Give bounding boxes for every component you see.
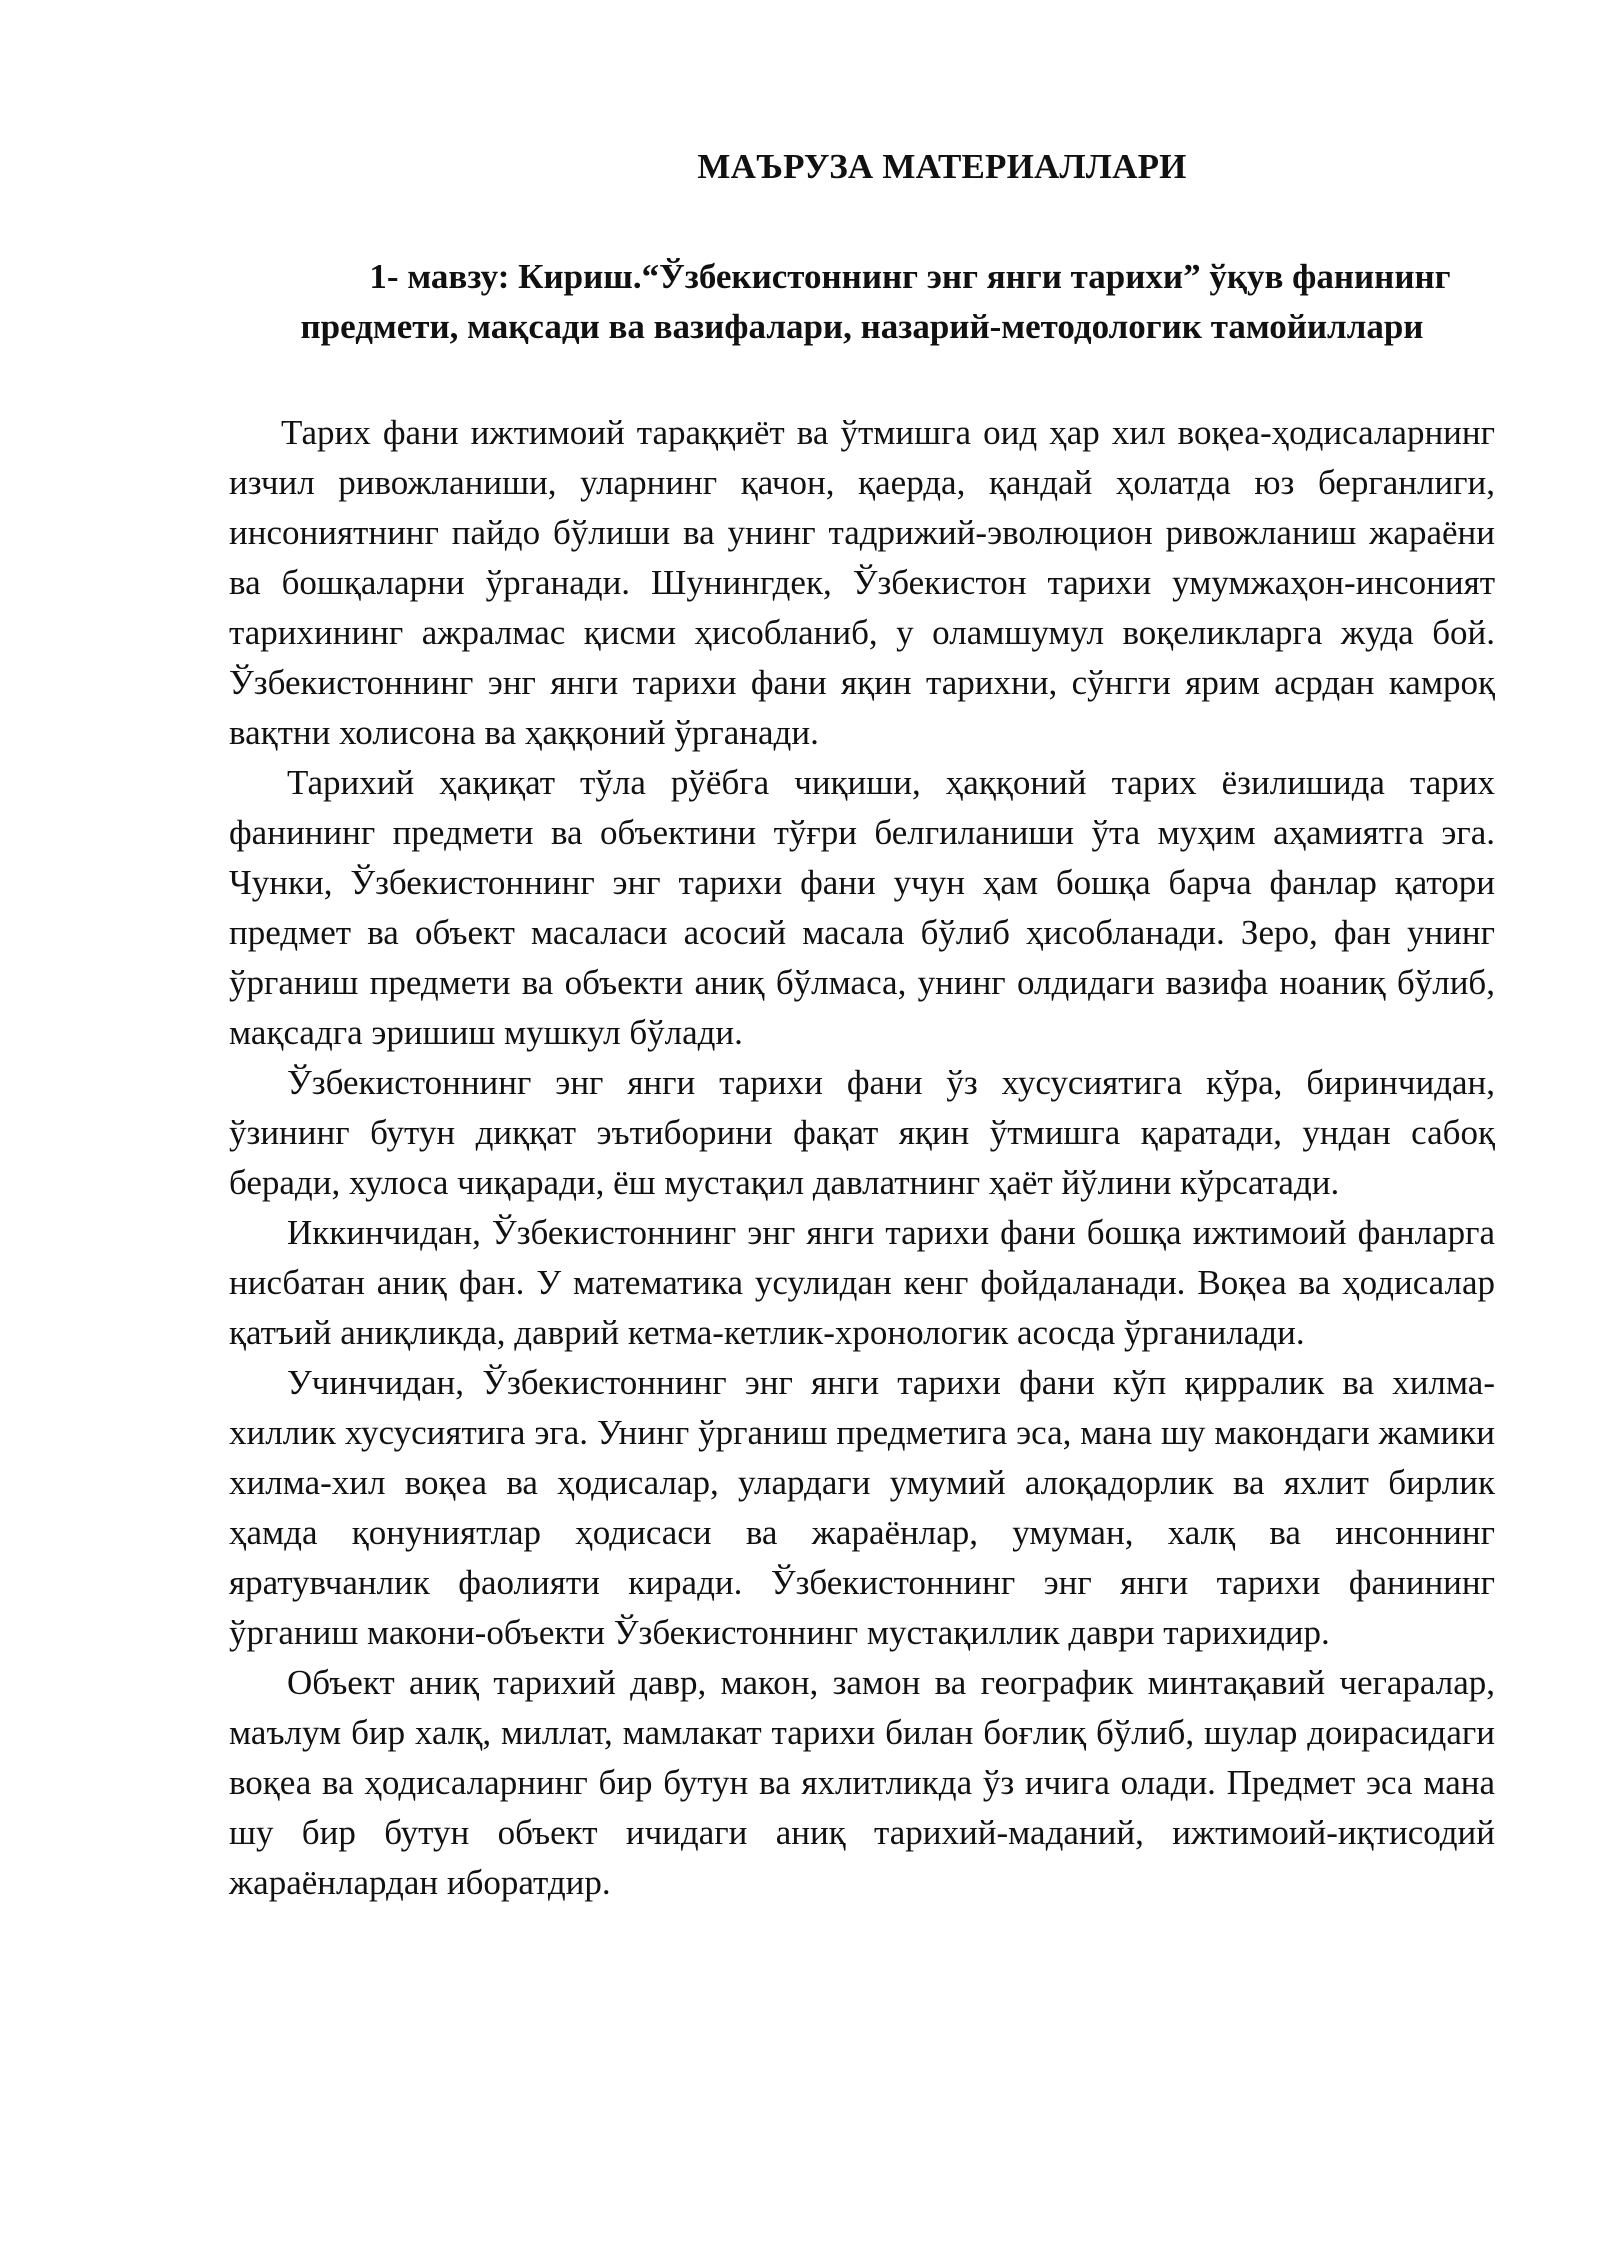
- document-title: МАЪРУЗА МАТЕРИАЛЛАРИ: [697, 147, 1187, 186]
- body-text: [229, 408, 1495, 1908]
- paragraph: Учинчидан, Ўзбекистоннинг энг янги тарихи фани кўп қирралик ва хилма-хиллик хусусиятига эга. Унинг ўрганиш предметига эса, мана шу макондаги жамики хилма-хил воқеа ва ҳодисалар, улардаги умумий алоқадорлик ва яхлит бирлик ҳамда қонуниятлар ҳодисаси ва жараёнлар, умуман, халқ ва инсоннинг яратувчанлик фаолияти киради. Ўзбекистоннинг энг янги тарихи фанининг ўрганиш макони-объекти Ўзбекистоннинг мустақиллик даври тарихидир.: [229, 1363, 1495, 1652]
- topic-title-line-2: предмети, мақсади ва вазифалари, назарий-методологик тамойиллари: [300, 307, 1424, 346]
- topic-title: [229, 252, 1495, 352]
- paragraph: Иккинчидан, Ўзбекистоннинг энг янги тарихи фани бошқа ижтимоий фанларга нисбатан аниқ фан. У математика усулидан кенг фойдаланади. Воқеа ва ҳодисалар қатъий аниқликда, даврий кетма-кетлик-хронологик асосда ўрганилади.: [229, 1213, 1495, 1352]
- topic-title-line-1: 1- мавзу: Кириш.“Ўзбекистоннинг энг янги тарихи” ўқув фанининг: [369, 257, 1451, 296]
- paragraph: Тарихий ҳақиқат тўла рўёбга чиқиши, ҳаққоний тарих ёзилишида тарих фанининг предмети ва объектини тўғри белгиланиши ўта муҳим аҳамиятга эга. Чунки, Ўзбекистоннинг энг тарихи фани учун ҳам бошқа барча фанлар қатори предмет ва объект масаласи асосий масала бўлиб ҳисобланади. Зеро, фан унинг ўрганиш предмети ва объекти аниқ бўлмаса, унинг олдидаги вазифа ноаниқ бўлиб, мақсадга эришиш мушкул бўлади.: [229, 763, 1495, 1052]
- document-content: [229, 140, 1495, 1908]
- paragraph: Тарих фани ижтимоий тараққиёт ва ўтмишга оид ҳар хил воқеа-ҳодисаларнинг изчил ривожланиши, уларнинг қачон, қаерда, қандай ҳолатда юз берганлиги, инсониятнинг пайдо бўлиши ва унинг тадрижий-эволюцион ривожланиш жараёни ва бошқаларни ўрганади. Шунингдек, Ўзбекистон тарихи умумжаҳон-инсоният тарихининг ажралмас қисми ҳисобланиб, у оламшумул воқеликларга жуда бой. Ўзбекистоннинг энг янги тарихи фани яқин тарихни, сўнгги ярим асрдан камроқ вақтни холисона ва ҳаққоний ўрганади.: [229, 413, 1495, 752]
- paragraph: Объект аниқ тарихий давр, макон, замон ва географик минтақавий чегаралар, маълум бир халқ, миллат, мамлакат тарихи билан боғлиқ бўлиб, шулар доирасидаги воқеа ва ҳодисаларнинг бир бутун ва яхлитликда ўз ичига олади. Предмет эса мана шу бир бутун объект ичидаги аниқ тарихий-маданий, ижтимоий-иқтисодий жараёнлардан иборатдир.: [229, 1663, 1495, 1902]
- paragraph: Ўзбекистоннинг энг янги тарихи фани ўз хусусиятига кўра, биринчидан, ўзининг бутун диққат эътиборини фақат яқин ўтмишга қаратади, ундан сабоқ беради, хулоса чиқаради, ёш мустақил давлатнинг ҳаёт йўлини кўрсатади.: [229, 1063, 1495, 1202]
